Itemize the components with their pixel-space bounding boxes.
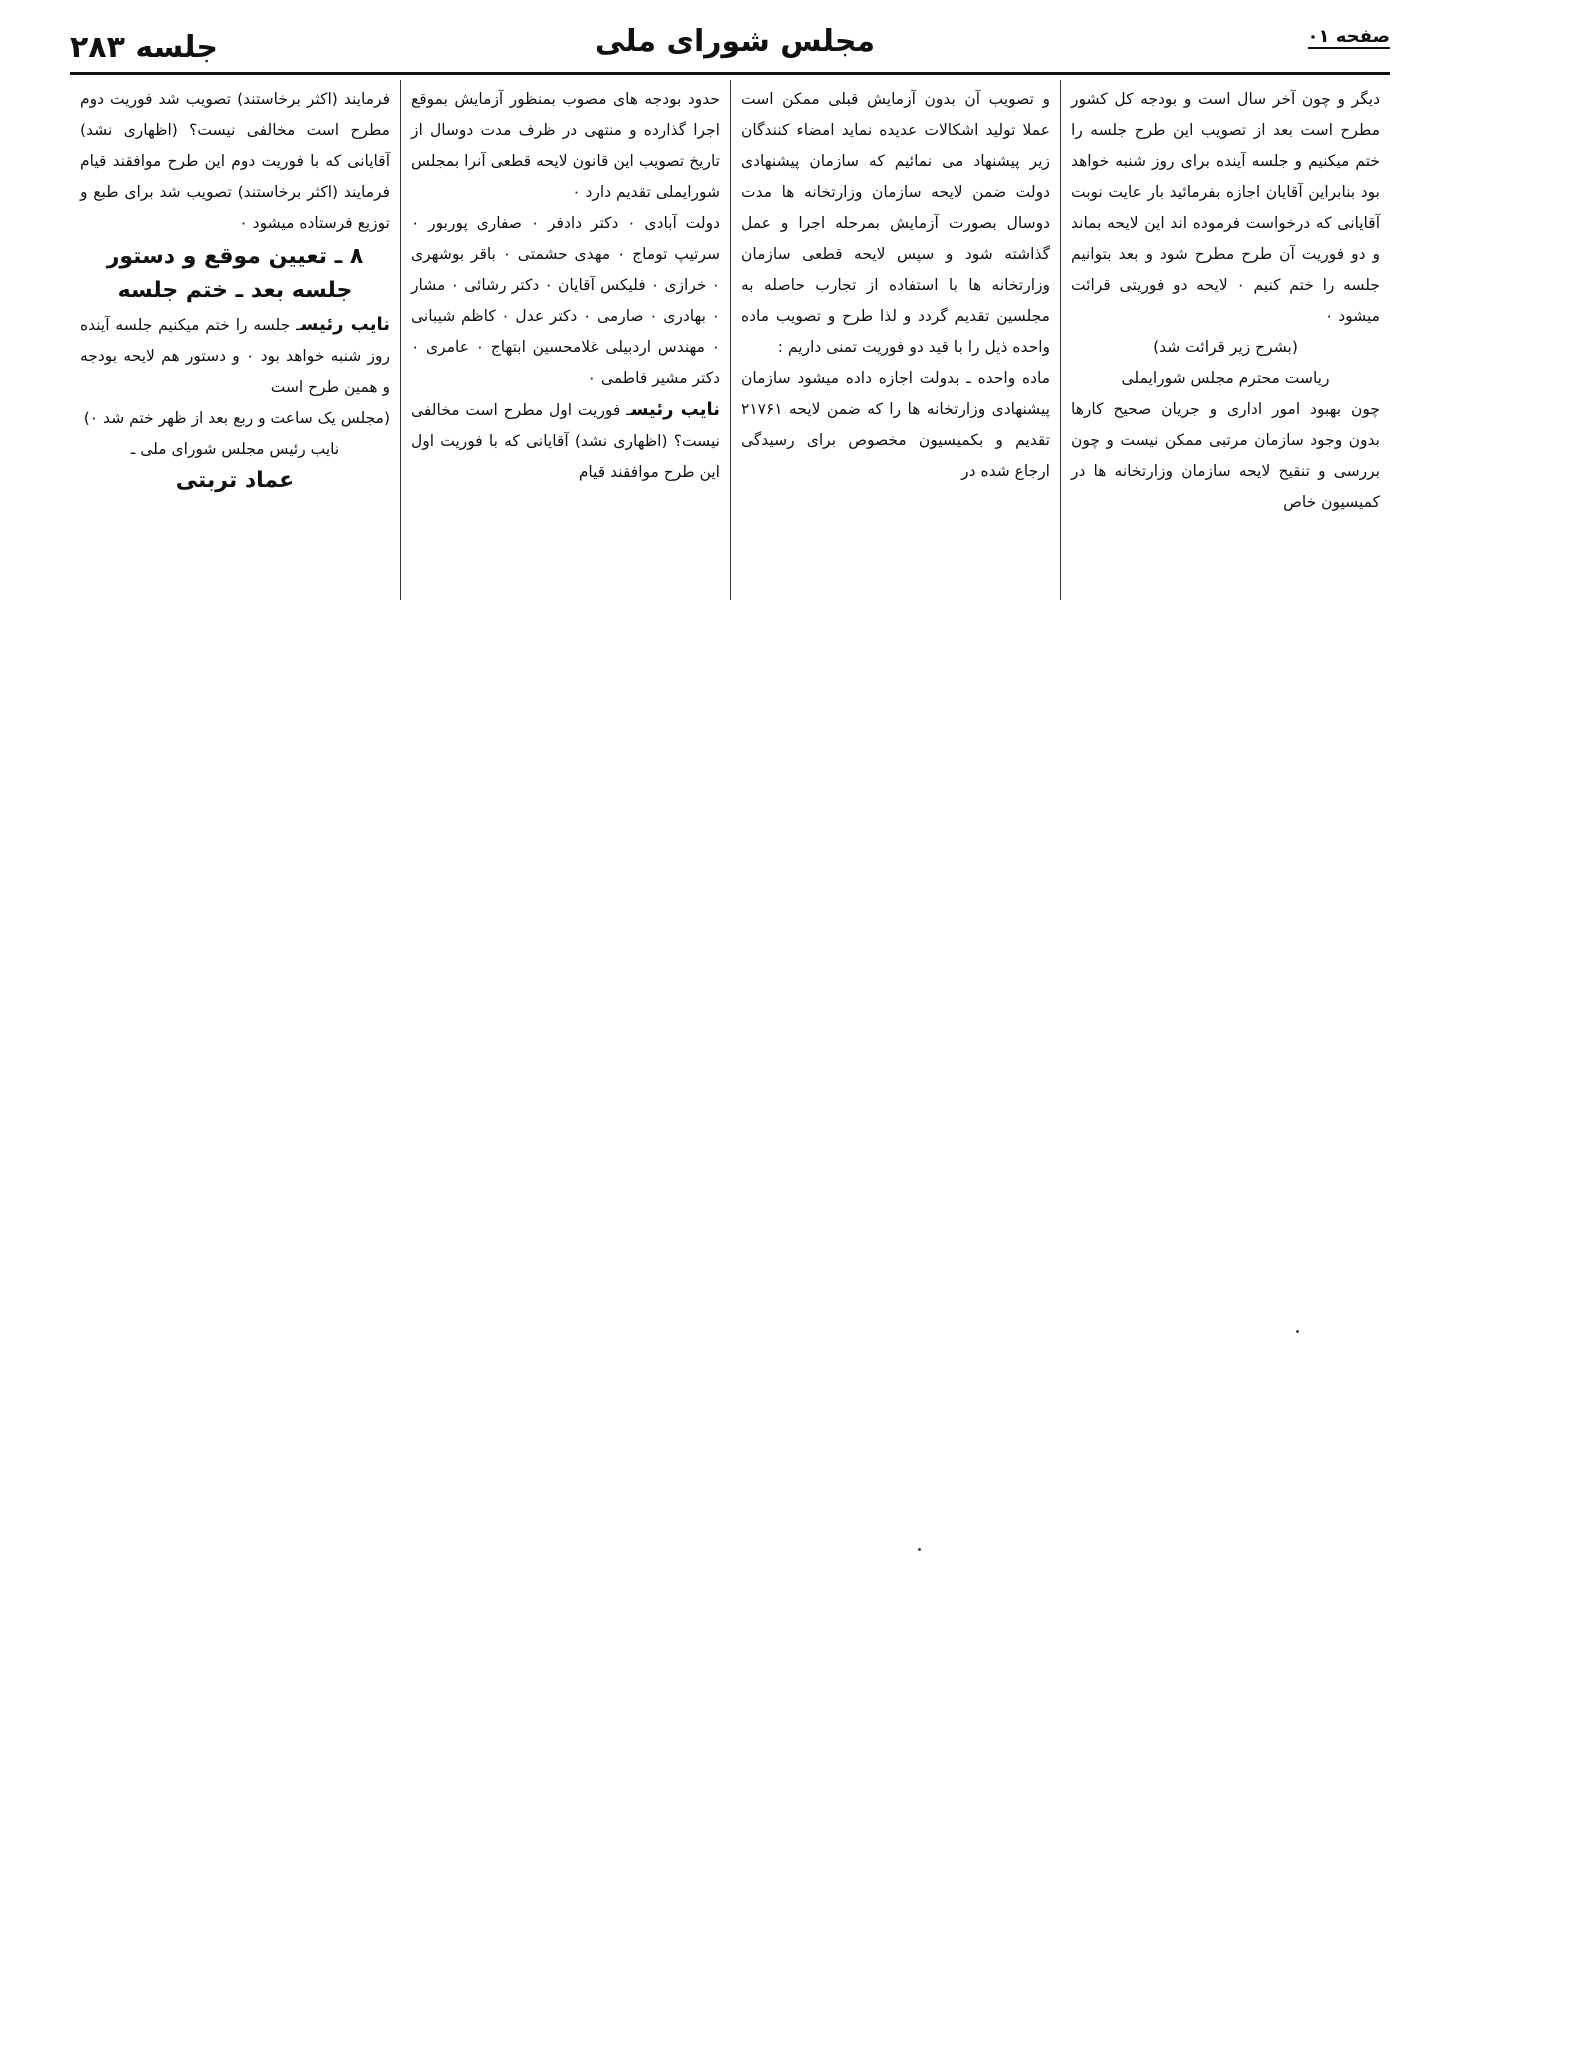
paragraph: دیگر و چون آخر سال است و بودجه کل کشور مطرح است بعد از تصویب این طرح جلسه را ختم میکنیم و جلسه آینده برای روز شنبه خواهد بود بنابراین آقایان اجازه بفرمائید بار عایت نوبت آقایانی که درخواست فرموده اند این لایحه بماند و دو فوریت آن طرح مطرح شود و بعد بتوانیم جلسه را ختم کنیم ۰ لایحه دو فوریتی قرائت میشود ۰ (1071, 90, 1380, 325)
page-header (70, 18, 1390, 78)
section-heading: جلسه بعد ـ ختم جلسه (117, 278, 353, 303)
speaker-paragraph (411, 394, 720, 488)
scan-speck (1296, 1330, 1299, 1333)
signature-title: نایب رئیس مجلس شورای ملی ـ (130, 440, 340, 458)
column-3 (400, 80, 730, 600)
page-number: صفحه ۰۱ (1307, 26, 1390, 47)
section-heading: ۸ ـ تعیین موقع و دستور (106, 244, 364, 269)
speaker-paragraph (80, 309, 390, 403)
header-rule (70, 72, 1390, 75)
journal-title: مجلس شورای ملی (594, 24, 876, 59)
paragraph: ماده واحده ـ بدولت اجازه داده میشود سازمان پیشنهادی وزارتخانه ها را که ضمن لایحه ۲۱۷۶۱ تقدیم و بکمیسیون مخصوص برای رسیدگی ارجاع شده در (741, 369, 1050, 480)
column-1 (1060, 80, 1390, 600)
paragraph: چون بهبود امور اداری و جریان صحیح کارها بدون وجود سازمان مرتبی ممکن نیست و چون بررسی و تنقیح لایحه سازمان وزارتخانه ها در کمیسیون خاص (1071, 400, 1380, 511)
speaker-text: ـ جلسه را ختم میکنیم جلسه آینده روز شنبه خواهد بود ۰ و دستور هم لایحه بودجه و همین طرح است (80, 316, 390, 396)
paragraph: فرمایند (اکثر برخاستند) تصویب شد فوریت دوم مطرح است مخالفی نیست؟ (اظهاری نشد) آقایانی که با فوریت دوم این طرح موافقند قیام فرمایند (اکثر برخاستند) تصویب شد برای طبع و توزیع فرستاده میشود ۰ (80, 90, 390, 232)
signatories-list: دولت آبادی ۰ دکتر دادفر ۰ صفاری پوربور ۰ سرتیپ توماج ۰ مهدی حشمتی ۰ باقر بوشهری ۰ خرازی ۰ فلیکس آقایان ۰ دکتر رشائی ۰ مشار ۰ بهادری ۰ صارمی ۰ دکتر عدل ۰ کاظم شیبانی ۰ مهندس اردبیلی غلامحسین ابتهاج ۰ عامری ۰ دکتر مشیر فاطمی ۰ (411, 214, 720, 387)
speaker-name: نایب رئیس (630, 399, 720, 420)
addressee: ریاست محترم مجلس شورایملی (1121, 369, 1330, 387)
column-4 (70, 80, 400, 600)
paragraph: و تصویب آن بدون آزمایش قبلی ممکن است عملا تولید اشکالات عدیده نماید امضاء کنندگان زیر پیشنهاد می نمائیم که سازمان پیشنهادی دولت ضمن لایحه سازمان وزارتخانه ها مدت دوسال بصورت آزمایش بمرحله اجرا و عمل گذاشته شود و سپس لایحه قطعی سازمان وزارتخانه ها با استفاده از تجارب حاصله به مجلسین تقدیم گردد و لذا طرح و تصویب ماده واحده ذیل را با قید دو فوریت تمنی داریم : (741, 90, 1050, 356)
session-number: جلسه ۲۸۳ (70, 30, 218, 65)
paragraph: حدود بودجه های مصوب بمنظور آزمایش بموقع اجرا گذارده و منتهی در ظرف مدت دوسال از تاریخ تصویب این قانون لایحه قطعی آنرا بمجلس شورایملی تقدیم دارد ۰ (411, 90, 720, 201)
speaker-text: ـ فوریت اول مطرح است مخالفی نیست؟ (اظهاری نشد) آقایانی که با فوریت اول این طرح موافقند قیام (411, 401, 720, 481)
scan-speck (918, 1548, 921, 1551)
speaker-name: نایب رئیس (300, 314, 390, 335)
signature-name: عماد تربتی (175, 468, 295, 493)
reading-note: (بشرح زیر قرائت شد) (1153, 338, 1298, 356)
text-columns (70, 80, 1390, 600)
adjournment-note: (مجلس یک ساعت و ربع بعد از ظهر ختم شد ۰) (83, 409, 390, 427)
column-2 (730, 80, 1060, 600)
